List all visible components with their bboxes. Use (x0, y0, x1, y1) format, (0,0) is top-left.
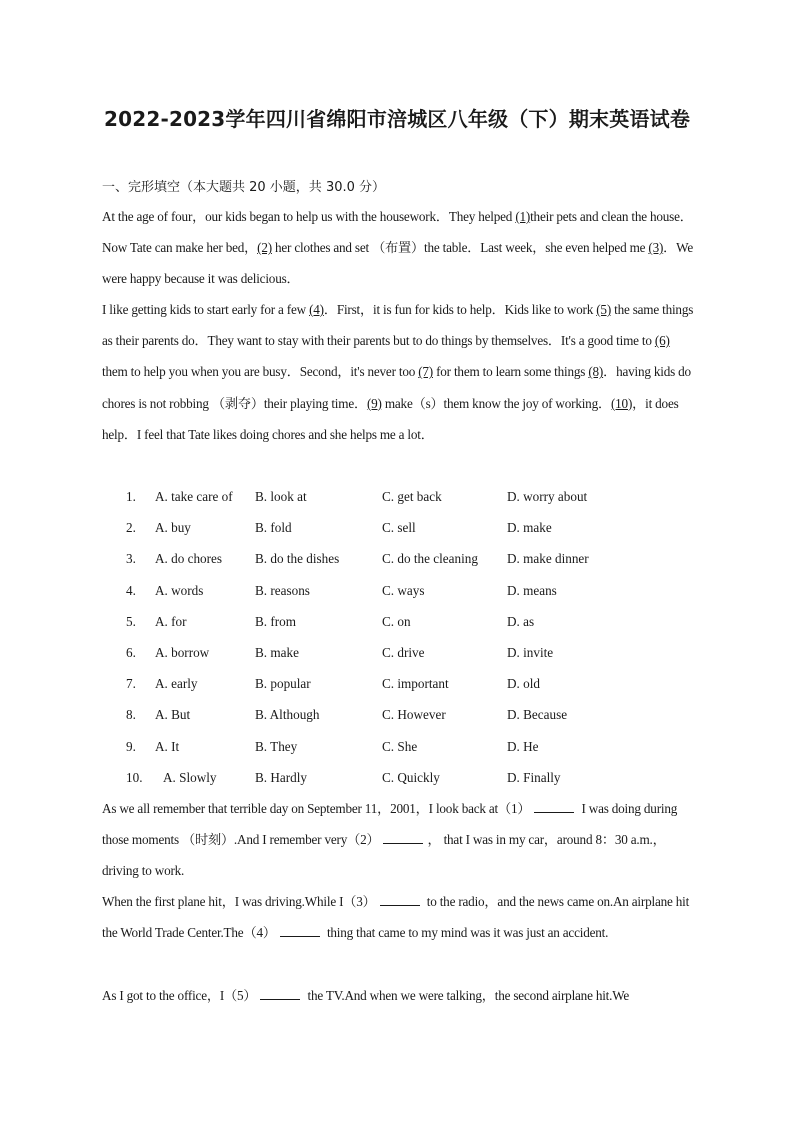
text: I like getting kids to start early for a few (102, 302, 310, 317)
option-row-8 (102, 699, 702, 730)
option-a[interactable]: A. words (155, 582, 204, 598)
option-d[interactable]: D. worry about (507, 489, 588, 504)
text: make（s）them know the joy of working． (381, 395, 611, 411)
question-number: 3. (126, 551, 136, 567)
option-row-3 (102, 543, 702, 574)
option-row-10 (102, 762, 702, 793)
question-number: 9. (126, 738, 136, 754)
option-d[interactable]: D. old (507, 676, 540, 692)
text: ， that I was in my car，around 8：30 a.m.，driving to work. (102, 832, 666, 879)
blank-7: (7) (418, 364, 433, 380)
option-b[interactable]: B. Hardly (255, 769, 308, 785)
option-c[interactable]: C. ways (382, 582, 425, 598)
text: I was doing during those moments （时刻）.And I remember very（2） (102, 801, 678, 848)
question-number: 1. (126, 489, 136, 504)
fill-blank-1[interactable] (534, 800, 574, 813)
fill-blank-5[interactable] (260, 987, 300, 1000)
option-row-7 (102, 668, 702, 699)
text: At the age of four，our kids began to help us with the housework．They helped (102, 209, 516, 224)
question-number: 4. (126, 582, 136, 598)
option-b[interactable]: B. from (255, 613, 297, 629)
option-b[interactable]: B. fold (255, 520, 292, 536)
text: As I got to the office，I（5） (102, 988, 257, 1003)
option-c[interactable]: C. do the cleaning (382, 551, 478, 567)
question-number: 2. (126, 520, 136, 536)
blank-8: (8) (588, 364, 604, 380)
option-a[interactable]: A. early (155, 676, 198, 692)
blank-4: (4) (309, 302, 324, 317)
option-b[interactable]: B. They (255, 738, 298, 754)
text: the same things as their parents do．They want to stay with their parents but to do things by themselves．It's a good time to (102, 302, 694, 349)
text: When the first plane hit，I was driving.While I（3） (102, 894, 376, 909)
passage2-paragraph1 (102, 793, 696, 887)
option-d[interactable]: D. Finally (507, 769, 561, 785)
blank-1: (1) (515, 209, 531, 224)
blank-10: (10) (610, 395, 633, 411)
option-b[interactable]: B. look at (255, 489, 307, 504)
option-a[interactable]: A. But (155, 707, 191, 723)
option-row-4 (102, 575, 702, 606)
question-number: 8. (126, 707, 136, 723)
section-heading: 一、完形填空（本大题共 20 小题，共 30.0 分） (102, 180, 386, 195)
option-d[interactable]: D. Because (507, 707, 568, 723)
question-number: 10. (126, 769, 143, 785)
question-number: 7. (126, 676, 136, 692)
option-d[interactable]: D. make dinner (507, 551, 589, 567)
exam-title: 2022-2023学年四川省绵阳市涪城区八年级（下）期末英语试卷 (103, 107, 691, 131)
option-a[interactable]: A. borrow (155, 644, 210, 660)
option-d[interactable]: D. invite (507, 644, 554, 660)
blank-6: (6) (654, 333, 670, 349)
text: ．having kids do chores is not robbing （剥夺）their playing time． (102, 364, 691, 411)
option-c[interactable]: C. important (382, 676, 449, 692)
passage1-paragraph1 (102, 201, 696, 295)
fill-blank-3[interactable] (380, 893, 420, 906)
question-number: 6. (126, 644, 136, 660)
option-a[interactable]: A. take care of (155, 489, 233, 504)
option-row-2 (102, 512, 702, 543)
text: them to help you when you are busy．Second，it's never too (102, 364, 419, 380)
option-d[interactable]: D. means (507, 582, 557, 598)
option-b[interactable]: B. reasons (255, 582, 310, 598)
blank-3: (3) (648, 240, 664, 256)
text: ，it does help．I feel that Tate likes doing chores and she helps me a lot． (102, 395, 679, 442)
passage2-paragraph2 (102, 886, 696, 948)
option-row-1 (102, 481, 702, 512)
option-a[interactable]: A. It (155, 738, 180, 754)
answer-options (102, 481, 702, 793)
option-c[interactable]: C. However (382, 707, 446, 723)
text: their pets and clean the house．Now Tate can make her bed， (102, 209, 693, 256)
text: ．We were happy because it was delicious． (102, 240, 694, 287)
blank-2: (2) (257, 240, 272, 256)
option-row-5 (102, 606, 702, 637)
option-a[interactable]: A. for (155, 613, 187, 629)
option-c[interactable]: C. drive (382, 644, 425, 660)
text: As we all remember that terrible day on September 11，2001，I look back at（1） (102, 801, 531, 816)
option-c[interactable]: C. She (382, 738, 418, 754)
blank-5: (5) (596, 302, 612, 317)
option-d[interactable]: D. He (507, 738, 539, 754)
text: to the radio，and the news came on.An airplane hit the World Trade Center.The（4） (102, 894, 690, 941)
option-b[interactable]: B. popular (255, 676, 311, 692)
option-a[interactable]: A. buy (155, 520, 191, 536)
option-b[interactable]: B. do the dishes (255, 551, 340, 567)
option-d[interactable]: D. as (507, 613, 535, 629)
passage1-paragraph2 (102, 294, 696, 450)
text: thing that came to my mind was it was just an accident. (323, 925, 609, 941)
option-row-9 (102, 731, 702, 762)
option-a[interactable]: A. do chores (155, 551, 223, 567)
option-b[interactable]: B. make (255, 644, 299, 660)
text: the TV.And when we were talking，the second airplane hit.We (304, 988, 630, 1003)
fill-blank-4[interactable] (280, 924, 320, 937)
option-c[interactable]: C. Quickly (382, 769, 440, 785)
option-d[interactable]: D. make (507, 520, 552, 536)
option-a[interactable]: A. Slowly (163, 769, 217, 785)
text: her clothes and set （布置）the table．Last week，she even helped me (271, 240, 649, 256)
question-number: 5. (126, 613, 136, 629)
option-c[interactable]: C. get back (382, 489, 442, 504)
passage2-paragraph3 (102, 980, 696, 1011)
option-row-6 (102, 637, 702, 668)
option-c[interactable]: C. sell (382, 520, 416, 536)
blank-9: (9) (366, 395, 382, 411)
option-b[interactable]: B. Although (255, 707, 320, 723)
fill-blank-2[interactable] (383, 831, 423, 844)
option-c[interactable]: C. on (382, 613, 411, 629)
text: ．First，it is fun for kids to help．Kids like to work (323, 302, 597, 317)
text: for them to learn some things (433, 364, 589, 380)
